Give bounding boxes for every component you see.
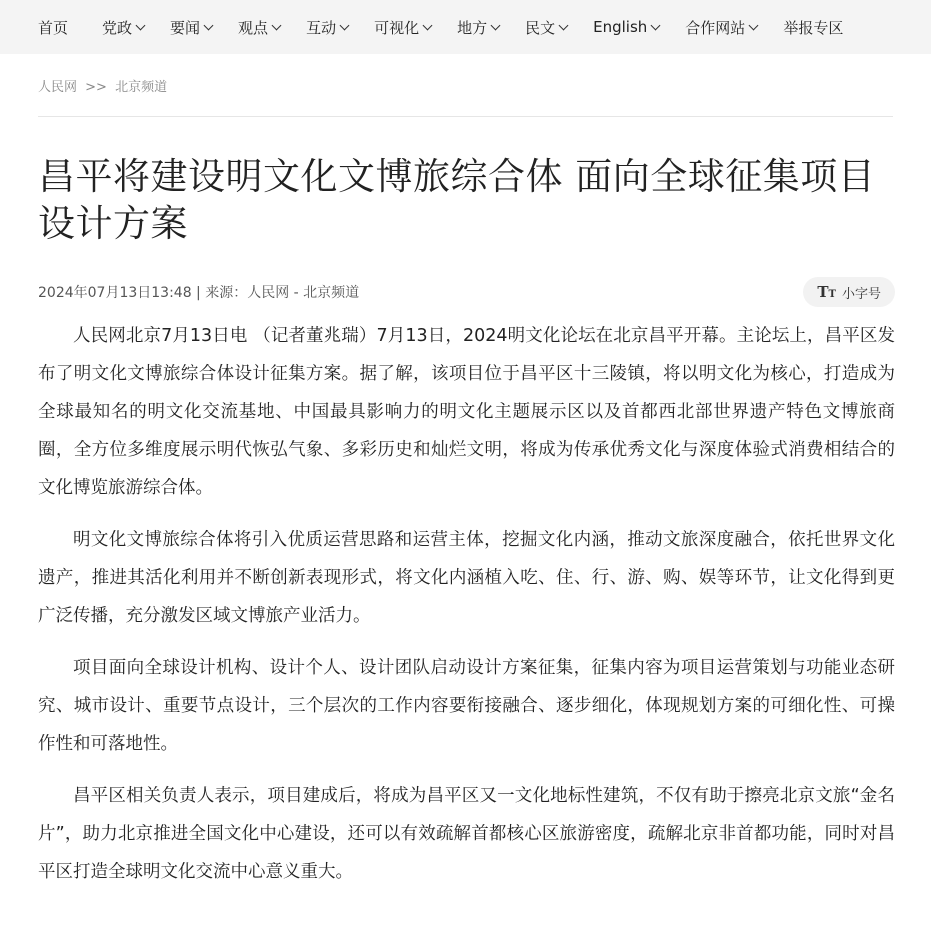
breadcrumb — [38, 76, 931, 94]
divider — [38, 116, 893, 117]
nav-item-label: 党政 — [102, 18, 133, 37]
chevron-down-icon — [749, 20, 759, 30]
article-paragraph: 人民网北京7月13日电 （记者董兆瑞）7月13日，2024明文化论坛在北京昌平开幕。主论坛上，昌平区发布了明文化文博旅综合体设计征集方案。据了解，该项目位于昌平区十三陵镇，将以明文化为核心，打造成为全球最知名的明文化交流基地、中国最具影响力的明文化主题展示区以及首都西北部世界遗产特色文博旅商圈，全方位多维度展示明代恢弘气象、多彩历史和灿烂文明，将成为传承优秀文化与深度体验式消费相结合的文化博览旅游综合体。 — [38, 326, 895, 498]
nav-item-label: 观点 — [238, 18, 269, 37]
nav-item-local[interactable] — [457, 17, 499, 38]
breadcrumb-home-link[interactable]: 人民网 — [38, 80, 78, 95]
nav-item-opinion[interactable] — [238, 17, 280, 38]
nav-item-label: 要闻 — [170, 18, 201, 37]
nav-item-party[interactable] — [102, 17, 144, 38]
breadcrumb-channel-link[interactable]: 北京频道 — [115, 80, 168, 95]
nav-item-english[interactable] — [593, 18, 659, 36]
nav-item-home[interactable] — [38, 17, 68, 38]
article-paragraph: 项目面向全球设计机构、设计个人、设计团队启动设计方案征集，征集内容为项目运营策划与功能业态研究、城市设计、重要节点设计，三个层次的工作内容要衔接融合、逐步细化，体现规划方案的可细化性、可操作性和可落地性。 — [38, 658, 895, 754]
chevron-down-icon — [340, 20, 350, 30]
nav-item-partner-sites[interactable] — [685, 17, 757, 38]
article-meta: 2024年07月13日13:48 | 来源：人民网 - 北京频道 — [38, 285, 360, 301]
chevron-down-icon — [559, 20, 569, 30]
chevron-down-icon — [491, 20, 501, 30]
nav-item-visualization[interactable] — [374, 17, 431, 38]
chevron-down-icon — [136, 20, 146, 30]
nav-item-label: 地方 — [457, 18, 488, 37]
font-size-toggle-button[interactable] — [803, 277, 895, 307]
nav-item-label: 可视化 — [374, 18, 420, 37]
article-meta-row — [38, 277, 895, 307]
breadcrumb-separator: >> — [85, 80, 107, 95]
chevron-down-icon — [272, 20, 282, 30]
top-navigation — [0, 0, 931, 54]
article-title: 昌平将建设明文化文博旅综合体 面向全球征集项目设计方案 — [38, 155, 876, 245]
nav-item-label: 民文 — [525, 18, 556, 37]
nav-item-label: 举报专区 — [783, 18, 844, 37]
font-size-label: 小字号 — [841, 286, 881, 302]
article-body — [38, 317, 895, 891]
nav-item-interaction[interactable] — [306, 17, 348, 38]
article-paragraph: 昌平区相关负责人表示，项目建成后，将成为昌平区又一文化地标性建筑，不仅有助于擦亮北京文旅“金名片”，助力北京推进全国文化中心建设，还可以有效疏解首都核心区旅游密度，疏解北京非首都功能，同时对昌平区打造全球明文化交流中心意义重大。 — [38, 786, 895, 882]
chevron-down-icon — [651, 20, 661, 30]
chevron-down-icon — [204, 20, 214, 30]
nav-item-label: English — [593, 18, 648, 36]
nav-item-news[interactable] — [170, 17, 212, 38]
nav-item-label: 合作网站 — [685, 18, 746, 37]
nav-item-ethnic-languages[interactable] — [525, 17, 567, 38]
chevron-down-icon — [423, 20, 433, 30]
nav-item-report-zone[interactable] — [783, 17, 843, 38]
article-paragraph: 明文化文博旅综合体将引入优质运营思路和运营主体，挖掘文化内涵，推动文旅深度融合，依托世界文化遗产，推进其活化利用并不断创新表现形式，将文化内涵植入吃、住、行、游、购、娱等环节，让文化得到更广泛传播，充分激发区域文博旅产业活力。 — [38, 530, 895, 626]
nav-item-label: 互动 — [306, 18, 337, 37]
nav-item-label: 首页 — [38, 18, 69, 37]
text-size-icon: TT — [817, 283, 836, 301]
